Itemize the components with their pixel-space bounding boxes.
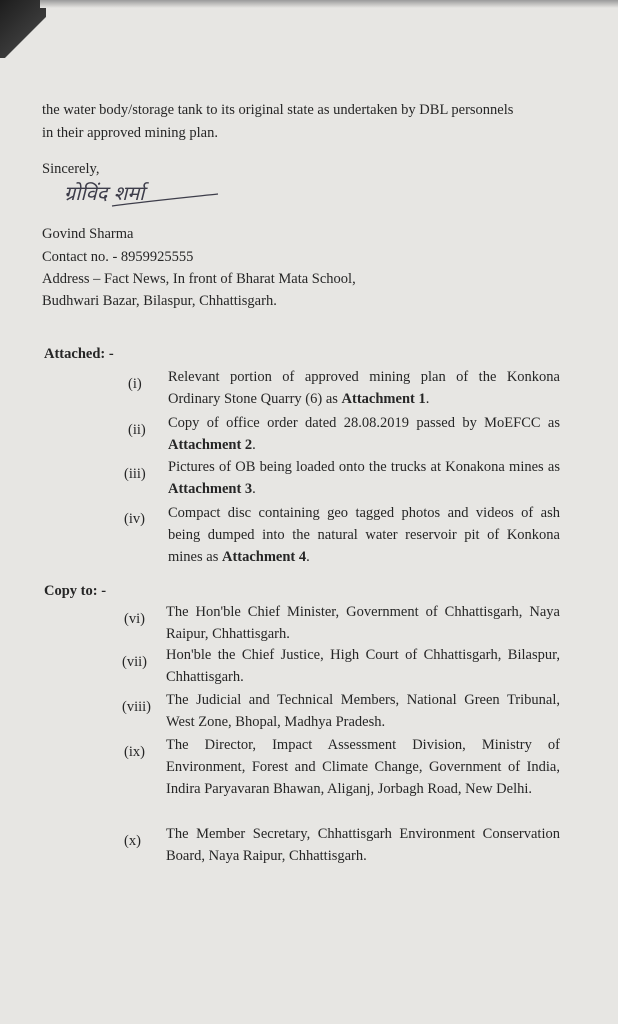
signer-address-line-1: Address – Fact News, In front of Bharat Mata School, [42, 271, 356, 287]
copy-to-item-text: The Director, Impact Assessment Division, Ministry of Environment, Forest and Climate Change, Government of India, Indira Paryavaran Bhawan, Aliganj, Jorbagh Road, New Delhi. [166, 737, 560, 797]
intro-line-2: in their approved mining plan. [42, 125, 218, 141]
attached-item-text: Copy of office order dated 28.08.2019 passed by MoEFCC as Attachment 2. [168, 415, 560, 453]
attached-item-text: Relevant portion of approved mining plan of the Konkona Ordinary Stone Quarry (6) as Attachment 1. [168, 369, 560, 407]
signer-contact: Contact no. - 8959925555 [42, 249, 194, 265]
copy-to-item-text: The Judicial and Technical Members, National Green Tribunal, West Zone, Bhopal, Madhya Pradesh. [166, 692, 560, 730]
attached-item-number: (iv) [124, 511, 145, 527]
signature-lettering: ग्रोविंद शर्मा [64, 181, 145, 205]
attached-item-text: Compact disc containing geo tagged photos and videos of ash being dumped into the natural water reservoir pit of Konkona mines as Attachment 4. [168, 505, 560, 565]
attached-heading: Attached: - [44, 346, 114, 362]
signer-name: Govind Sharma [42, 226, 134, 242]
copy-to-item-text: The Hon'ble Chief Minister, Government of Chhattisgarh, Naya Raipur, Chhattisgarh. [166, 604, 560, 642]
copy-to-item-number: (vi) [124, 611, 145, 627]
signer-address-line-2: Budhwari Bazar, Bilaspur, Chhattisgarh. [42, 293, 277, 309]
copy-to-item-text: The Member Secretary, Chhattisgarh Environment Conservation Board, Naya Raipur, Chhattisgarh. [166, 826, 560, 864]
attached-item-number: (iii) [124, 466, 146, 482]
attached-item-text: Pictures of OB being loaded onto the trucks at Konakona mines as Attachment 3. [168, 459, 560, 497]
copy-to-item-number: (viii) [122, 699, 151, 715]
intro-line-1: the water body/storage tank to its original state as undertaken by DBL personnels [42, 102, 514, 118]
handwritten-signature [60, 172, 220, 216]
attached-item-number: (ii) [128, 422, 146, 438]
closing: Sincerely, [42, 161, 100, 177]
copy-to-item-text: Hon'ble the Chief Justice, High Court of Chhattisgarh, Bilaspur, Chhattisgarh. [166, 647, 560, 685]
copy-to-heading: Copy to: - [44, 583, 107, 599]
attached-item-number: (i) [128, 376, 142, 392]
copy-to-item-number: (ix) [124, 744, 145, 760]
copy-to-item-number: (x) [124, 833, 141, 849]
copy-to-item-number: (vii) [122, 654, 147, 670]
